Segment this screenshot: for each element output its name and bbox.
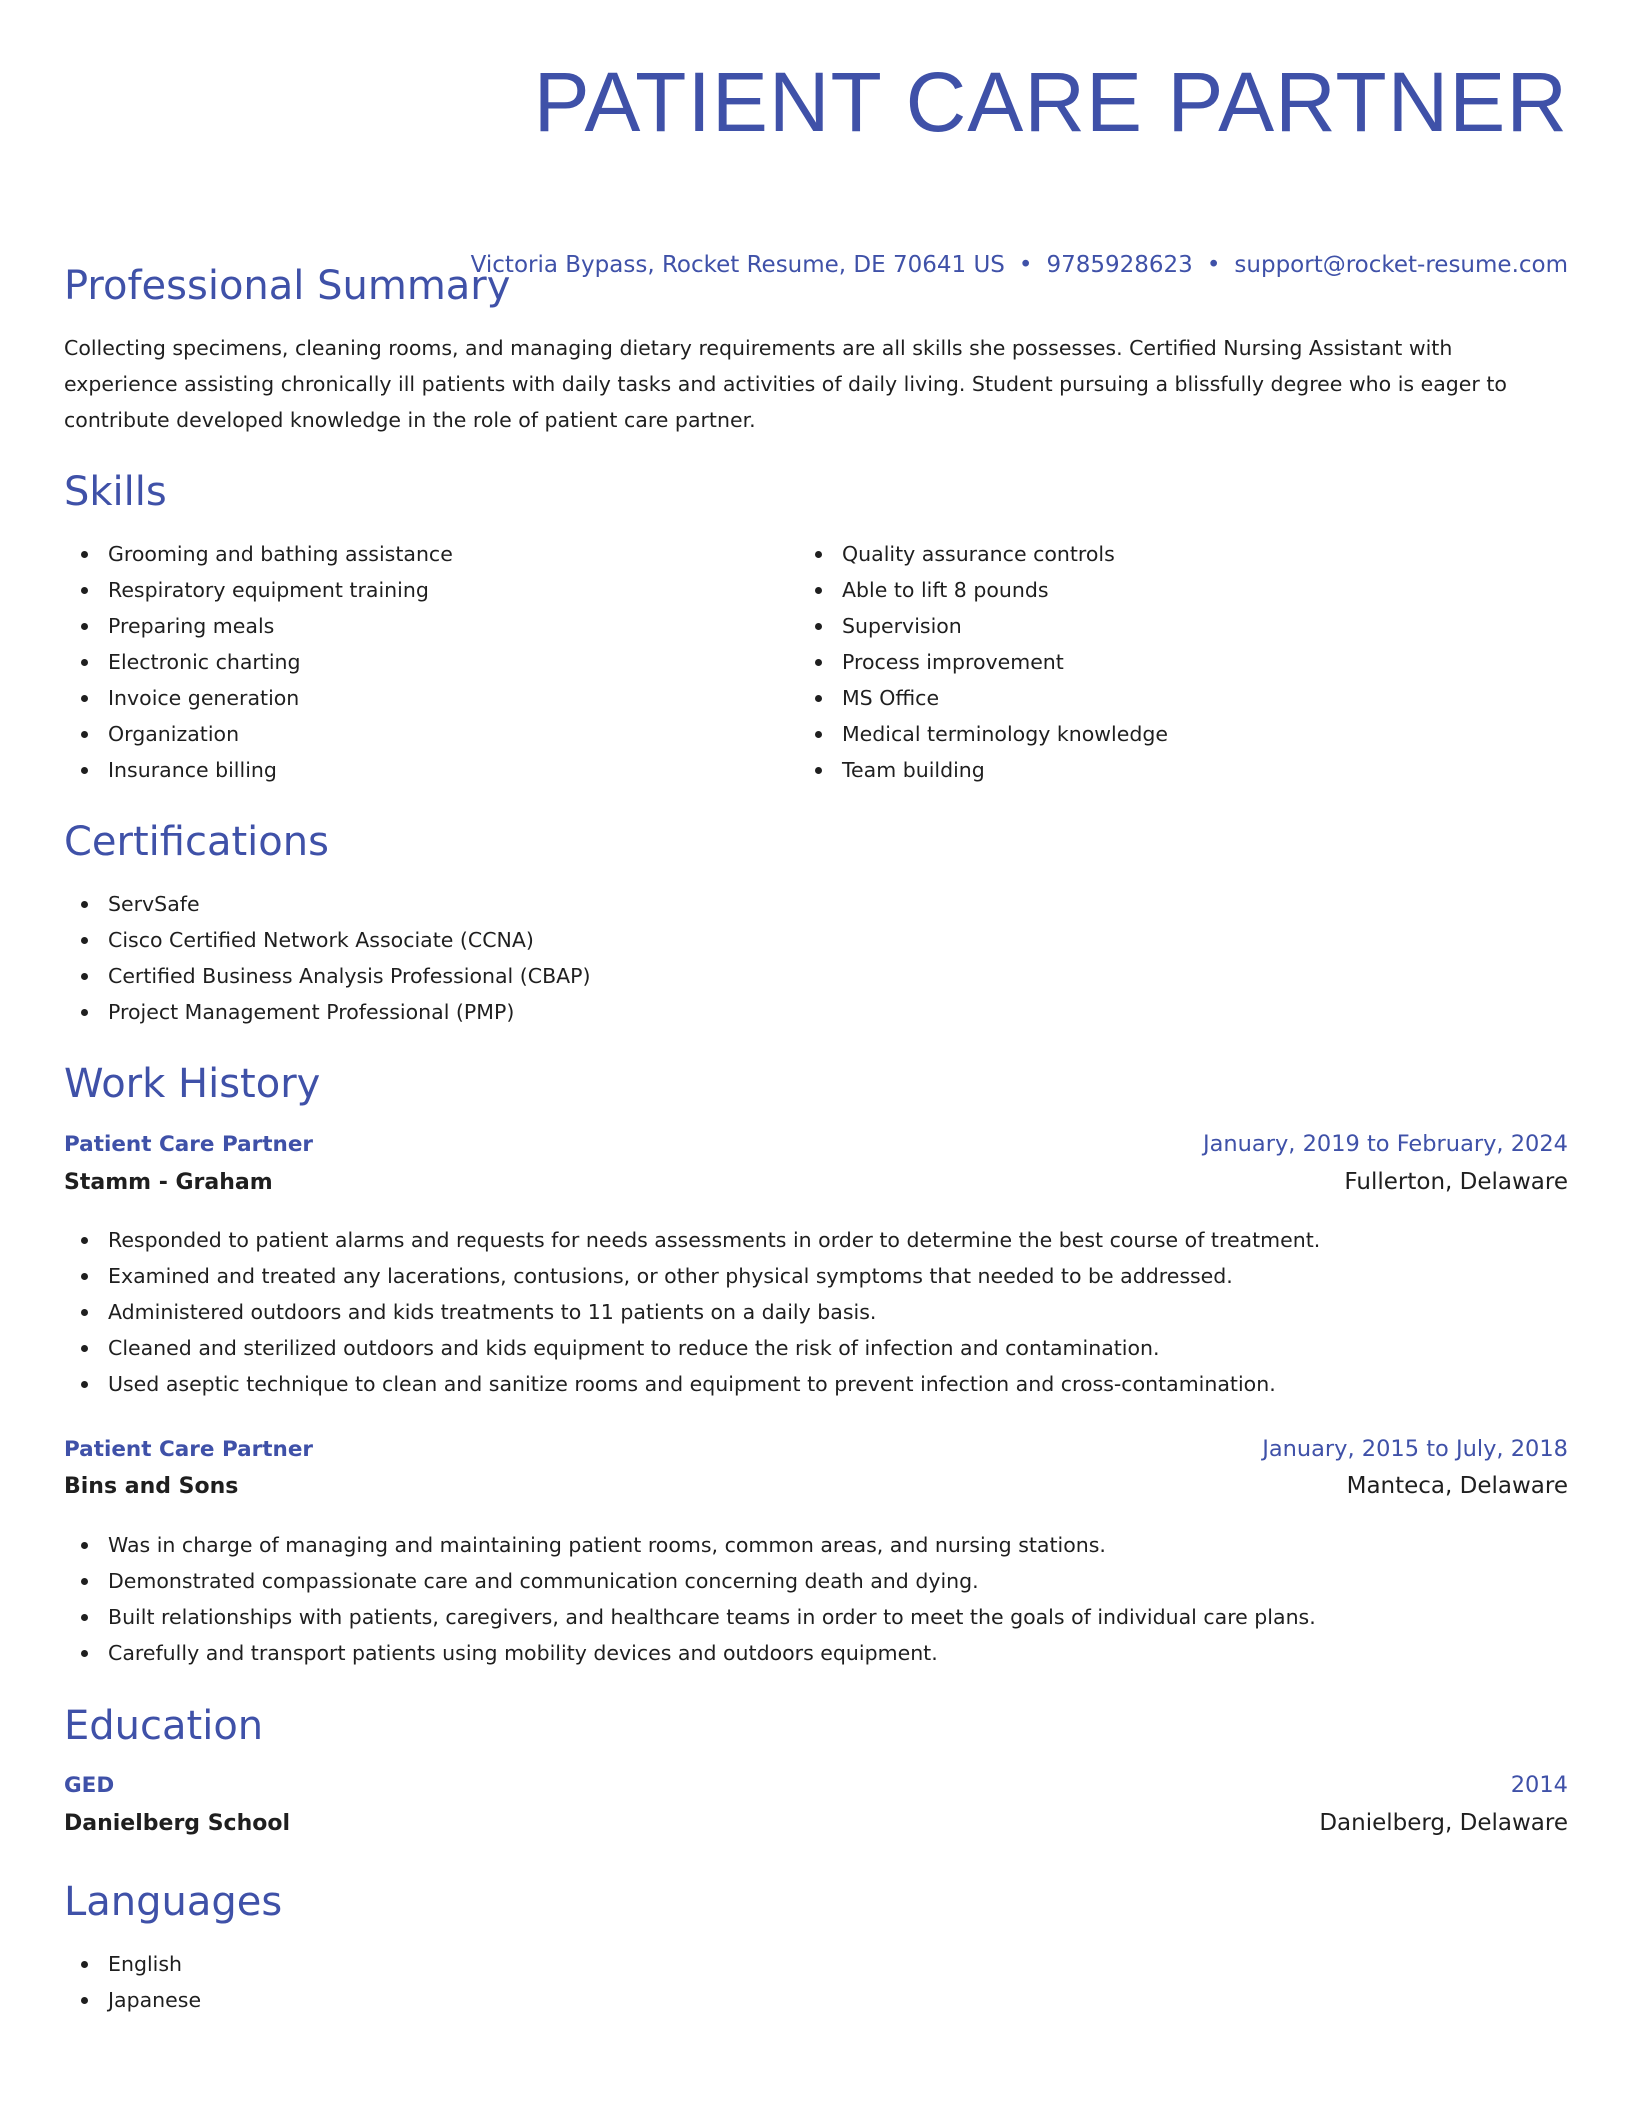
education-degree: GED bbox=[64, 1773, 115, 1798]
job-location: Fullerton, Delaware bbox=[1344, 1169, 1568, 1195]
job-company: Stamm - Graham bbox=[64, 1170, 273, 1195]
contact-phone: 9785928623 bbox=[1046, 252, 1193, 278]
education-year: 2014 bbox=[1510, 1772, 1568, 1798]
job-bullets bbox=[64, 1527, 1316, 1671]
job-bullet: Was in charge of managing and maintaining patient rooms, common areas, and nursing stations. bbox=[64, 1527, 1316, 1563]
contact-line bbox=[471, 250, 1568, 280]
skill-item: Able to lift 8 pounds bbox=[798, 572, 1168, 608]
job-title: Patient Care Partner bbox=[64, 1437, 314, 1462]
job-dates: January, 2015 to July, 2018 bbox=[1262, 1436, 1568, 1462]
certification-item: Project Management Professional (PMP) bbox=[64, 994, 591, 1030]
job-bullet: Responded to patient alarms and requests for needs assessments in order to determine the best course of treatment. bbox=[64, 1222, 1320, 1258]
skill-item: Organization bbox=[64, 716, 453, 752]
job-title: Patient Care Partner bbox=[64, 1132, 314, 1157]
job-company: Bins and Sons bbox=[64, 1474, 239, 1499]
job-header bbox=[64, 1131, 1568, 1157]
contact-email: support@rocket-resume.com bbox=[1234, 252, 1568, 278]
certifications-heading: Certifications bbox=[64, 819, 329, 865]
work-history-heading: Work History bbox=[64, 1061, 321, 1107]
job-bullets bbox=[64, 1222, 1320, 1402]
skill-item: Medical terminology knowledge bbox=[798, 716, 1168, 752]
resume-name: PATIENT CARE PARTNER bbox=[533, 55, 1568, 149]
education-subheader bbox=[64, 1810, 1568, 1836]
language-item: English bbox=[64, 1946, 201, 1982]
skill-item: Team building bbox=[798, 752, 1168, 788]
job-subheader bbox=[64, 1473, 1568, 1499]
education-heading: Education bbox=[64, 1703, 264, 1749]
job-bullet: Demonstrated compassionate care and communication concerning death and dying. bbox=[64, 1563, 1316, 1599]
job-bullet: Used aseptic technique to clean and sanitize rooms and equipment to prevent infection and cross-contamination. bbox=[64, 1366, 1320, 1402]
job-dates: January, 2019 to February, 2024 bbox=[1202, 1131, 1568, 1157]
certification-item: ServSafe bbox=[64, 886, 591, 922]
skill-item: Grooming and bathing assistance bbox=[64, 536, 453, 572]
certifications-list bbox=[64, 886, 591, 1030]
skills-heading: Skills bbox=[64, 469, 167, 515]
skill-item: Process improvement bbox=[798, 644, 1168, 680]
job-bullet: Administered outdoors and kids treatments to 11 patients on a daily basis. bbox=[64, 1294, 1320, 1330]
skills-list-left bbox=[64, 536, 453, 788]
skill-item: MS Office bbox=[798, 680, 1168, 716]
languages-heading: Languages bbox=[64, 1879, 283, 1925]
summary-text: Collecting specimens, cleaning rooms, and managing dietary requirements are all skills she possesses. Certified Nursing Assistant with experience assisting chronically ill patients with daily tasks and activities of daily living. Student pursuing a blissfully degree who is eager to contribute developed knowledge in the role of patient care partner. bbox=[64, 336, 1507, 432]
certification-item: Certified Business Analysis Professional (CBAP) bbox=[64, 958, 591, 994]
job-bullet: Carefully and transport patients using mobility devices and outdoors equipment. bbox=[64, 1635, 1316, 1671]
skill-item: Preparing meals bbox=[64, 608, 453, 644]
job-subheader bbox=[64, 1169, 1568, 1195]
education-school: Danielberg School bbox=[64, 1811, 291, 1836]
job-bullet: Examined and treated any lacerations, contusions, or other physical symptoms that needed to be addressed. bbox=[64, 1258, 1320, 1294]
skill-item: Supervision bbox=[798, 608, 1168, 644]
job-bullet: Built relationships with patients, caregivers, and healthcare teams in order to meet the goals of individual care plans. bbox=[64, 1599, 1316, 1635]
skill-item: Electronic charting bbox=[64, 644, 453, 680]
skills-list-right bbox=[798, 536, 1168, 788]
education-header bbox=[64, 1772, 1568, 1798]
job-bullet: Cleaned and sterilized outdoors and kids equipment to reduce the risk of infection and contamination. bbox=[64, 1330, 1320, 1366]
certification-item: Cisco Certified Network Associate (CCNA) bbox=[64, 922, 591, 958]
summary-heading: Professional Summary bbox=[64, 263, 511, 309]
education-location: Danielberg, Delaware bbox=[1319, 1810, 1568, 1836]
skill-item: Insurance billing bbox=[64, 752, 453, 788]
job-location: Manteca, Delaware bbox=[1346, 1473, 1568, 1499]
skill-item: Respiratory equipment training bbox=[64, 572, 453, 608]
skill-item: Invoice generation bbox=[64, 680, 453, 716]
job-header bbox=[64, 1436, 1568, 1462]
contact-separator: • bbox=[1206, 252, 1221, 278]
contact-address: Victoria Bypass, Rocket Resume, DE 70641 US bbox=[470, 252, 1005, 278]
contact-separator: • bbox=[1018, 252, 1033, 278]
languages-list bbox=[64, 1946, 201, 2018]
skill-item: Quality assurance controls bbox=[798, 536, 1168, 572]
language-item: Japanese bbox=[64, 1982, 201, 2018]
